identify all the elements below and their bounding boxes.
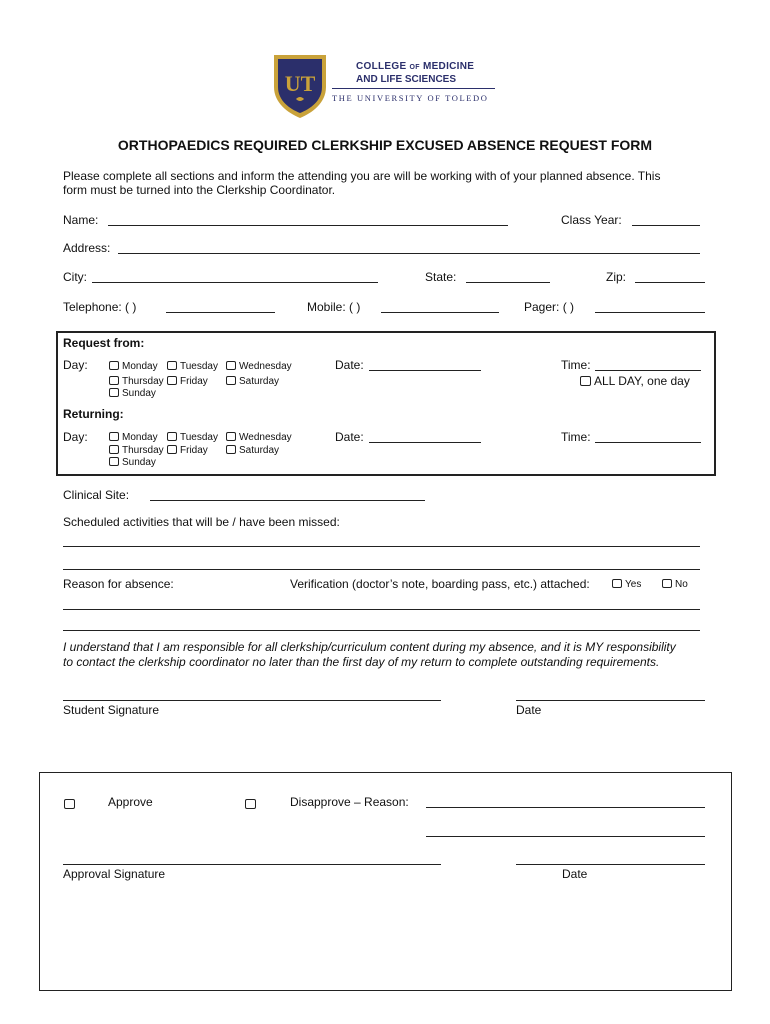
returning-tuesday-option[interactable]: [167, 432, 218, 443]
scheduled-activities-line-1[interactable]: [63, 546, 700, 547]
verification-label: Verification (doctor’s note, boarding pass, etc.) attached:: [290, 577, 590, 591]
returning-sunday-option[interactable]: [109, 457, 156, 468]
medicine-word: MEDICINE: [422, 61, 475, 72]
checkbox-icon[interactable]: [167, 445, 177, 454]
option-label: Thursday: [122, 376, 164, 387]
checkbox-icon[interactable]: [109, 376, 119, 385]
name-label: Name:: [63, 213, 99, 227]
returning-heading: Returning:: [63, 407, 124, 421]
college-word: COLLEGE: [356, 61, 407, 72]
checkbox-icon[interactable]: [226, 376, 236, 385]
checkbox-icon[interactable]: [167, 361, 177, 370]
disapprove-label: Disapprove – Reason:: [290, 795, 409, 809]
form-title: ORTHOPAEDICS REQUIRED CLERKSHIP EXCUSED ABSENCE REQUEST FORM: [117, 137, 653, 153]
request-sunday-option[interactable]: [109, 388, 156, 399]
request-tuesday-option[interactable]: [167, 361, 218, 372]
telephone-label: Telephone: ( ): [63, 300, 137, 314]
disapprove-checkbox[interactable]: [245, 796, 259, 814]
student-signature-label: Student Signature: [63, 703, 160, 717]
option-label: Monday: [122, 361, 158, 372]
request-saturday-option[interactable]: [226, 376, 279, 387]
verification-yes-option[interactable]: [612, 579, 641, 590]
option-label: Friday: [180, 445, 208, 456]
checkbox-icon[interactable]: [109, 457, 119, 466]
checkbox-icon[interactable]: [226, 361, 236, 370]
disapprove-reason-line-1[interactable]: [426, 807, 705, 808]
of-word: OF: [409, 64, 420, 71]
address-label: Address:: [63, 241, 111, 255]
returning-day-label: Day:: [63, 430, 88, 444]
shield-crest-icon: [272, 53, 328, 119]
student-date-label: Date: [516, 703, 542, 717]
college-logo: [272, 53, 502, 119]
checkbox-icon[interactable]: [109, 361, 119, 370]
city-label: City:: [63, 270, 87, 284]
request-from-heading: Request from:: [63, 336, 145, 350]
option-label: Saturday: [239, 445, 280, 456]
request-time-field[interactable]: [595, 370, 701, 371]
option-label: Wednesday: [239, 361, 292, 372]
student-signature-field[interactable]: [63, 700, 441, 701]
mobile-field[interactable]: [381, 312, 499, 313]
disapprove-reason-line-2[interactable]: [426, 836, 705, 837]
checkbox-icon[interactable]: [662, 579, 672, 588]
request-friday-option[interactable]: [167, 376, 208, 387]
returning-time-field[interactable]: [595, 442, 701, 443]
returning-monday-option[interactable]: [109, 432, 158, 443]
class-year-label: Class Year:: [561, 213, 622, 227]
intro-text-line1: Please complete all sections and inform the attending you are will be working with of your planned absence. This: [63, 169, 661, 183]
logo-divider: [332, 88, 495, 89]
pager-label: Pager: ( ): [524, 300, 575, 314]
reason-line-2[interactable]: [63, 630, 700, 631]
request-thursday-option[interactable]: [109, 376, 164, 387]
name-field[interactable]: [108, 225, 508, 226]
option-label: Thursday: [122, 445, 164, 456]
intro-text-line2: form must be turned into the Clerkship Coordinator.: [63, 183, 336, 197]
returning-date-field[interactable]: [369, 442, 481, 443]
state-field[interactable]: [466, 282, 550, 283]
clinical-site-label: Clinical Site:: [63, 488, 130, 502]
request-monday-option[interactable]: [109, 361, 158, 372]
responsibility-statement-line2: to contact the clerkship coordinator no later than the first day of my return to complete outstanding requirements.: [63, 655, 660, 669]
option-label: Tuesday: [180, 432, 218, 443]
all-day-option[interactable]: [580, 374, 690, 388]
returning-saturday-option[interactable]: [226, 445, 279, 456]
option-label: No: [675, 579, 688, 590]
checkbox-icon[interactable]: [109, 432, 119, 441]
checkbox-icon[interactable]: [226, 432, 236, 441]
option-label: Saturday: [239, 376, 280, 387]
approve-label: Approve: [108, 795, 153, 809]
returning-wednesday-option[interactable]: [226, 432, 292, 443]
reason-line-1[interactable]: [63, 609, 700, 610]
request-wednesday-option[interactable]: [226, 361, 292, 372]
approval-signature-field[interactable]: [63, 864, 441, 865]
mobile-label: Mobile: ( ): [307, 300, 361, 314]
telephone-field[interactable]: [166, 312, 275, 313]
option-label: Wednesday: [239, 432, 292, 443]
approval-date-field[interactable]: [516, 864, 705, 865]
request-date-field[interactable]: [369, 370, 481, 371]
checkbox-icon[interactable]: [109, 388, 119, 397]
checkbox-icon[interactable]: [167, 432, 177, 441]
checkbox-icon[interactable]: [612, 579, 622, 588]
zip-field[interactable]: [635, 282, 705, 283]
returning-thursday-option[interactable]: [109, 445, 164, 456]
college-name-line2: AND LIFE SCIENCES: [356, 74, 457, 85]
reason-label: Reason for absence:: [63, 577, 174, 591]
returning-friday-option[interactable]: [167, 445, 208, 456]
address-field[interactable]: [118, 253, 700, 254]
scheduled-activities-line-2[interactable]: [63, 569, 700, 570]
state-label: State:: [425, 270, 457, 284]
zip-label: Zip:: [606, 270, 627, 284]
crest-text: UT: [284, 71, 316, 96]
request-day-label: Day:: [63, 358, 88, 372]
class-year-field[interactable]: [632, 225, 700, 226]
city-field[interactable]: [92, 282, 378, 283]
option-label: Monday: [122, 432, 158, 443]
returning-date-label: Date:: [335, 430, 364, 444]
student-date-field[interactable]: [516, 700, 705, 701]
option-label: Friday: [180, 376, 208, 387]
checkbox-icon[interactable]: [226, 445, 236, 454]
checkbox-icon[interactable]: [167, 376, 177, 385]
checkbox-icon[interactable]: [580, 376, 591, 386]
request-date-label: Date:: [335, 358, 364, 372]
option-label: Sunday: [122, 388, 156, 399]
college-name-line1: [356, 61, 474, 72]
pager-field[interactable]: [595, 312, 705, 313]
checkbox-icon[interactable]: [109, 445, 119, 454]
checkbox-icon[interactable]: [245, 799, 256, 809]
scheduled-activities-label: Scheduled activities that will be / have been missed:: [63, 515, 340, 529]
option-label: ALL DAY, one day: [594, 374, 690, 388]
option-label: Yes: [625, 579, 642, 590]
request-time-label: Time:: [561, 358, 591, 372]
responsibility-statement-line1: I understand that I am responsible for all clerkship/curriculum content during my absence, and it is MY responsibility: [63, 640, 676, 654]
university-name: THE UNIVERSITY OF TOLEDO: [332, 93, 489, 103]
approval-date-label: Date: [562, 867, 588, 881]
approve-checkbox[interactable]: [64, 796, 78, 814]
clinical-site-field[interactable]: [150, 500, 425, 501]
verification-no-option[interactable]: [662, 579, 688, 590]
approval-signature-label: Approval Signature: [63, 867, 166, 881]
returning-time-label: Time:: [561, 430, 591, 444]
checkbox-icon[interactable]: [64, 799, 75, 809]
option-label: Sunday: [122, 457, 156, 468]
option-label: Tuesday: [180, 361, 218, 372]
